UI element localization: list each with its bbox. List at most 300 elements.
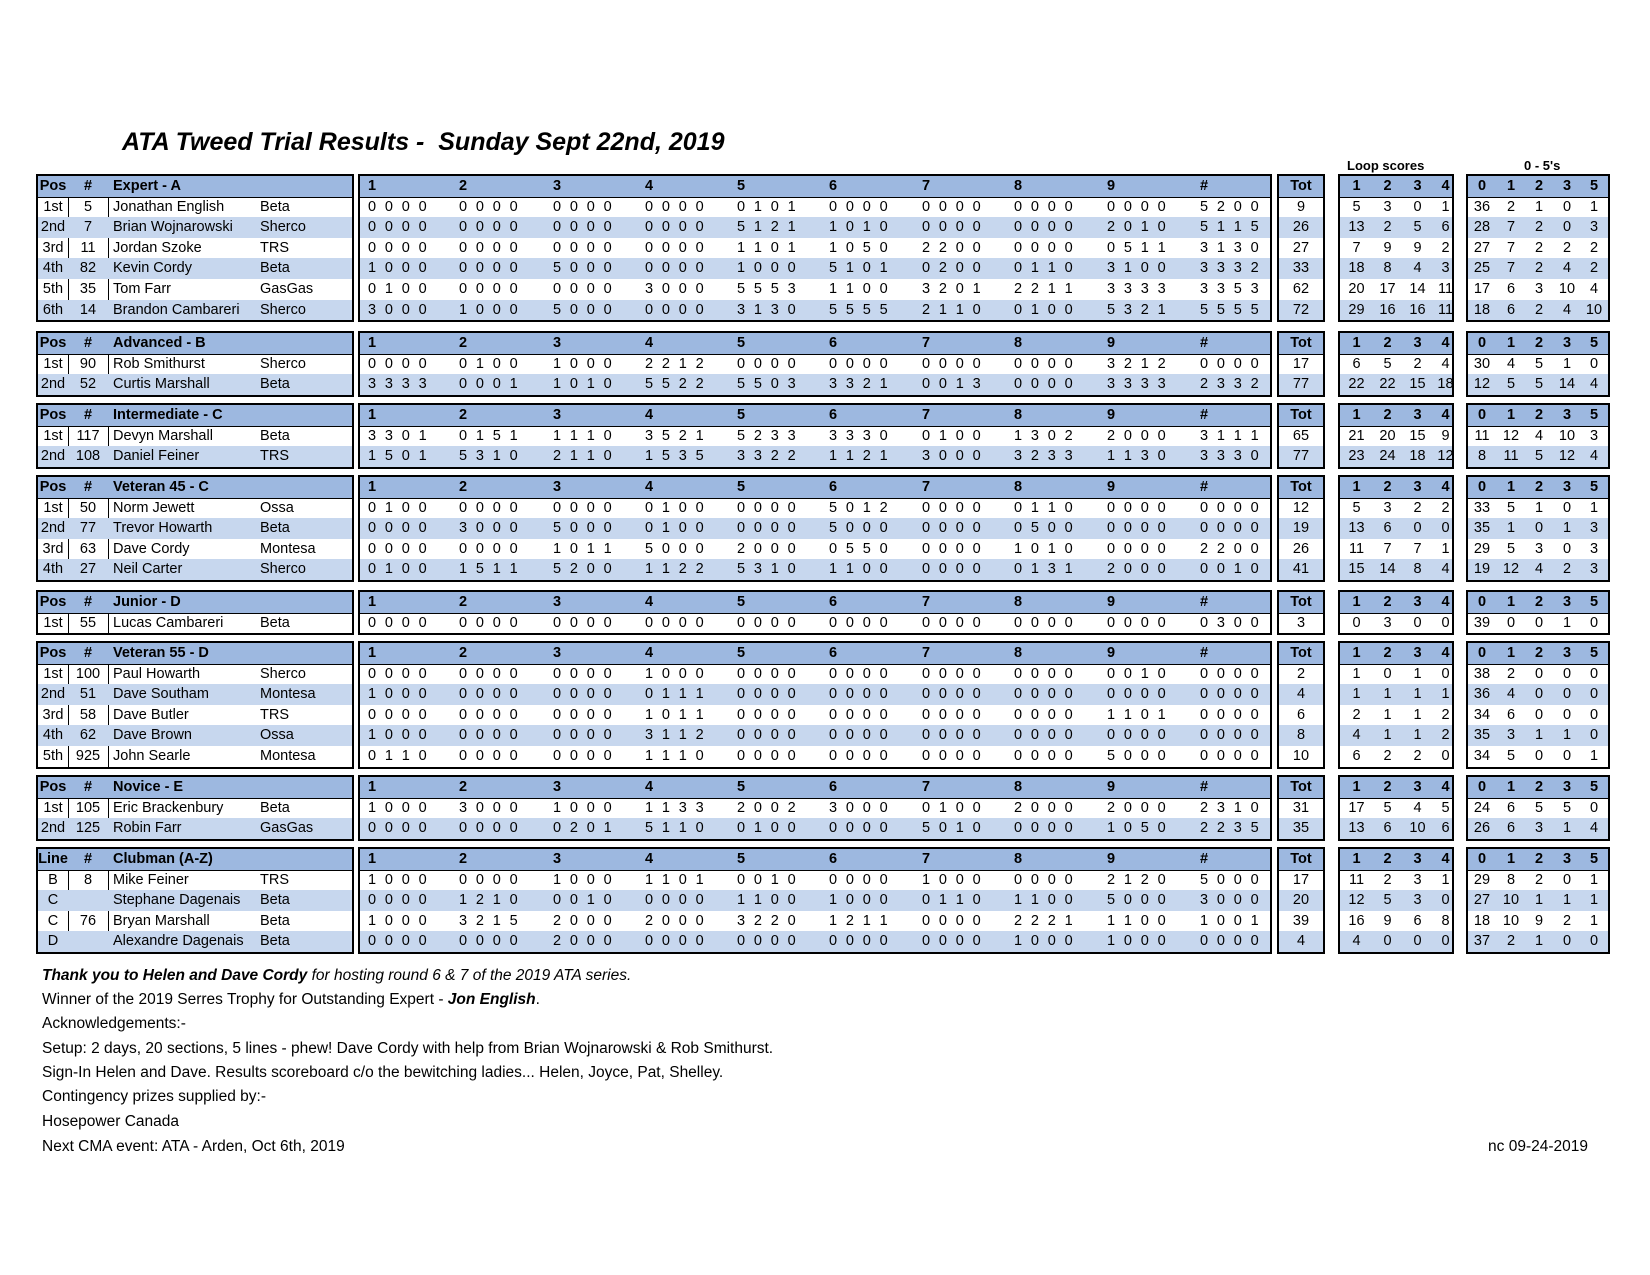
section-scores: 3 2 0 1	[922, 281, 984, 297]
section-scores: 0 0 0 0	[459, 665, 521, 682]
five-header: 1	[1506, 851, 1516, 867]
section-scores: 2 0 1 0	[1107, 219, 1169, 236]
section-scores: 1 0 0 0	[737, 260, 799, 277]
section-scores: 0 1 0 0	[459, 355, 521, 372]
header-row	[360, 777, 1270, 799]
section-scores: 1 0 1 0	[553, 376, 615, 393]
rider-position: 2nd	[40, 520, 66, 537]
fives-count: 0	[1562, 706, 1572, 723]
five-header: 3	[1562, 645, 1572, 661]
loop-score: 6	[1441, 820, 1450, 837]
loop-score: 9	[1441, 427, 1450, 444]
section-scores: 5 0 0 0	[1200, 871, 1262, 888]
section-header: 4	[645, 335, 654, 351]
loop-header: 3	[1413, 645, 1422, 661]
section-header: 3	[553, 407, 562, 423]
rider-position: 2nd	[40, 448, 66, 465]
loop-score: 8	[1441, 912, 1450, 929]
section-scores: 0 0 0 0	[1014, 706, 1076, 723]
rider-name: Dave Brown	[113, 727, 192, 744]
fives-count: 1	[1589, 892, 1599, 909]
rider-name: Neil Carter	[113, 561, 183, 578]
five-header: 2	[1534, 851, 1544, 867]
loop-header: 4	[1441, 779, 1450, 795]
section-scores: 1 5 3 5	[645, 448, 707, 465]
loop-score: 20	[1379, 427, 1396, 444]
section-header: 7	[922, 479, 931, 495]
loop-score: 9	[1413, 239, 1422, 256]
section-scores: 0 0 0 0	[1014, 665, 1076, 682]
section-scores: 0 0 0 0	[459, 281, 521, 297]
loop-score: 11	[1348, 871, 1365, 888]
fives-count: 30	[1473, 355, 1491, 372]
section-scores: 0 0 0 0	[459, 239, 521, 256]
section-scores: 5 0 0 0	[829, 520, 891, 537]
loops-box	[1338, 641, 1454, 769]
rider-number: 76	[79, 912, 97, 929]
header-row	[38, 849, 352, 871]
table-row	[1340, 539, 1452, 560]
section-scores: 0 0 0 0	[737, 706, 799, 723]
rider-name: Trevor Howarth	[113, 520, 213, 537]
section-scores: 0 0 0 0	[1014, 820, 1076, 837]
header-row	[38, 477, 352, 499]
fives-count: 4	[1534, 427, 1544, 444]
fives-count: 5	[1506, 540, 1516, 557]
section-header: 9	[1107, 779, 1116, 795]
fives-count: 12	[1502, 561, 1520, 578]
five-header: 1	[1506, 645, 1516, 661]
section-scores: 3 0 0 0	[459, 799, 521, 816]
section-scores: 1 2 1 0	[459, 892, 521, 909]
section-scores: 0 0 0 0	[1200, 727, 1262, 744]
loop-score: 0	[1441, 748, 1450, 764]
loop-header: 4	[1441, 178, 1450, 194]
section-scores: 1 2 1 1	[829, 912, 891, 929]
five-header: 2	[1534, 407, 1544, 423]
loop-score: 3	[1441, 260, 1450, 277]
section-header: 7	[922, 178, 931, 194]
section-header: 6	[829, 594, 838, 610]
fives-count: 7	[1506, 219, 1516, 236]
sections-box	[358, 775, 1272, 841]
section-header: 3	[553, 479, 562, 495]
rider-bike: GasGas	[260, 281, 314, 297]
section-scores: 0 0 0 0	[922, 912, 984, 929]
section-header: 6	[829, 779, 838, 795]
table-row	[360, 300, 1270, 321]
fives-count: 33	[1473, 499, 1491, 516]
fives-count: 3	[1589, 219, 1599, 236]
five-header: 3	[1562, 178, 1572, 194]
table-row	[1340, 911, 1452, 932]
table-row	[1340, 818, 1452, 839]
tot-header: Tot	[1290, 407, 1312, 423]
fives-count: 0	[1589, 665, 1599, 682]
section-scores: 0 0 0 0	[1107, 198, 1169, 215]
fives-count: 36	[1473, 686, 1491, 703]
table-row	[1340, 931, 1452, 952]
table-row	[1279, 217, 1323, 238]
section-scores: 5 0 1 0	[922, 820, 984, 837]
rider-name: Mike Feiner	[113, 871, 189, 888]
header-row	[38, 643, 352, 665]
rider-number: 7	[83, 219, 93, 236]
section-header: 9	[1107, 645, 1116, 661]
section-scores: 5 0 0 0	[553, 520, 615, 537]
section-scores: 1 1 2 1	[829, 448, 891, 465]
section-scores: 0 0 0 0	[922, 219, 984, 236]
section-scores: 0 0 0 0	[922, 198, 984, 215]
rider-bike: TRS	[260, 448, 289, 465]
table-row	[360, 354, 1270, 375]
header-row	[38, 777, 352, 799]
class-name: Veteran 45 - C	[113, 479, 209, 495]
header-row	[360, 592, 1270, 614]
rider-bike: Beta	[260, 427, 290, 444]
rider-number: 27	[79, 561, 97, 578]
section-scores: 0 0 0 0	[553, 499, 615, 516]
section-scores: 0 0 0 0	[922, 540, 984, 557]
section-header: 8	[1014, 407, 1023, 423]
section-scores: 0 0 0 0	[645, 933, 707, 950]
rider-position: 1st	[43, 427, 63, 444]
section-header: 5	[737, 335, 746, 351]
fives-count: 0	[1562, 748, 1572, 764]
rider-position: 4th	[42, 561, 64, 578]
pos-header: Pos	[39, 645, 67, 661]
five-header: 5	[1589, 645, 1599, 661]
rider-bike: Beta	[260, 614, 290, 631]
section-scores: 3 3 5 3	[1200, 281, 1262, 297]
rider-number: 125	[75, 820, 101, 837]
header-row	[38, 405, 352, 427]
rider-position: 1st	[43, 198, 63, 215]
loop-score: 6	[1441, 219, 1450, 236]
section-scores: 0 0 0 0	[553, 706, 615, 723]
total-score: 65	[1292, 427, 1310, 444]
total-box	[1277, 775, 1325, 841]
section-scores: 3 5 2 1	[645, 427, 707, 444]
section-scores: 2 0 0 0	[1107, 799, 1169, 816]
section-scores: 0 0 0 0	[1107, 727, 1169, 744]
section-scores: 1 0 5 0	[1107, 820, 1169, 837]
section-scores: 0 0 0 0	[368, 933, 430, 950]
section-scores: 0 0 0 0	[737, 355, 799, 372]
section-scores: 0 0 0 0	[459, 499, 521, 516]
section-scores: 3 3 3 3	[1107, 281, 1169, 297]
loop-score: 1	[1352, 686, 1361, 703]
class-table	[36, 641, 1616, 769]
loop-score: 3	[1413, 871, 1422, 888]
fives-count: 2	[1506, 933, 1516, 950]
section-header: 2	[459, 645, 468, 661]
table-row	[360, 746, 1270, 767]
loop-score: 16	[1348, 912, 1365, 929]
acknowledgements-heading: Acknowledgements:-	[42, 1015, 186, 1032]
five-header: 0	[1477, 407, 1487, 423]
section-scores: 2 2 0 0	[922, 239, 984, 256]
rider-bike: Montesa	[260, 540, 316, 557]
loop-score: 11	[1437, 281, 1454, 297]
five-header: 2	[1534, 335, 1544, 351]
five-header: 0	[1477, 178, 1487, 194]
fives-count: 10	[1502, 912, 1520, 929]
rider-position: D	[47, 933, 59, 950]
loop-score: 4	[1441, 561, 1450, 578]
loop-score: 1	[1413, 727, 1422, 744]
rider-name: Lucas Cambareri	[113, 614, 224, 631]
total-score: 20	[1292, 892, 1310, 909]
section-header: 1	[368, 594, 377, 610]
header-row	[38, 592, 352, 614]
section-header: 7	[922, 645, 931, 661]
section-scores: 1 0 0 0	[368, 260, 430, 277]
section-scores: 0 0 0 0	[922, 355, 984, 372]
rider-number: 108	[75, 448, 101, 465]
total-score: 17	[1292, 871, 1310, 888]
fives-count: 10	[1558, 427, 1576, 444]
loops-box	[1338, 403, 1454, 469]
pos-header: Pos	[39, 178, 67, 194]
section-scores: 0 0 0 0	[922, 499, 984, 516]
section-scores: 0 0 0 0	[1200, 706, 1262, 723]
total-box	[1277, 174, 1325, 322]
loop-header: 3	[1413, 479, 1422, 495]
loop-score: 2	[1441, 706, 1450, 723]
header-row	[1468, 849, 1608, 871]
rider-bike: Beta	[260, 912, 290, 929]
table-row	[1340, 446, 1452, 467]
rider-position: 3rd	[42, 540, 64, 557]
total-score: 62	[1292, 281, 1310, 297]
section-scores: 0 0 0 0	[645, 198, 707, 215]
header-row	[1340, 592, 1452, 614]
total-score: 35	[1292, 820, 1310, 837]
section-scores: 2 2 3 5	[1200, 820, 1262, 837]
fives-count: 0	[1534, 614, 1544, 631]
five-header: 2	[1534, 479, 1544, 495]
loop-score: 22	[1348, 376, 1365, 393]
section-scores: 0 0 0 0	[459, 198, 521, 215]
fives-count: 1	[1589, 198, 1599, 215]
section-scores: 1 0 0 0	[368, 727, 430, 744]
rider-position: 1st	[43, 799, 63, 816]
rider-number: 77	[79, 520, 97, 537]
loop-header: 1	[1352, 594, 1361, 610]
table-row	[1340, 426, 1452, 447]
section-scores: 2 0 0 0	[1014, 799, 1076, 816]
class-name: Novice - E	[113, 779, 184, 795]
rider-box	[36, 775, 354, 841]
loop-header: 4	[1441, 645, 1450, 661]
header-row	[360, 477, 1270, 499]
fives-count: 7	[1506, 239, 1516, 256]
rider-bike: Sherco	[260, 219, 306, 236]
rider-name: Kevin Cordy	[113, 260, 192, 277]
section-scores: 0 0 0 0	[1014, 376, 1076, 393]
table-row	[38, 300, 352, 321]
section-scores: 5 0 0 0	[645, 540, 707, 557]
section-header: 2	[459, 407, 468, 423]
table-row	[1279, 446, 1323, 467]
section-scores: 0 0 0 0	[459, 820, 521, 837]
fives-box	[1466, 475, 1610, 582]
rider-name: Tom Farr	[113, 281, 171, 297]
loop-score: 1	[1441, 686, 1450, 703]
section-header: 9	[1107, 178, 1116, 194]
loop-header: 3	[1413, 851, 1422, 867]
fives-count: 11	[1503, 448, 1519, 465]
fives-box	[1466, 775, 1610, 841]
rider-bike: Beta	[260, 892, 290, 909]
section-scores: 1 1 3 0	[1107, 448, 1169, 465]
rider-name: Daniel Feiner	[113, 448, 200, 465]
section-scores: 0 1 0 0	[368, 281, 430, 297]
section-scores: 2 0 0 0	[553, 933, 615, 950]
rider-number: 100	[75, 665, 101, 682]
loop-score: 15	[1409, 427, 1426, 444]
pos-header: Pos	[39, 335, 67, 351]
rider-bike: Beta	[260, 376, 290, 393]
section-scores: 1 0 1 1	[645, 706, 707, 723]
table-row	[360, 684, 1270, 705]
rider-bike: TRS	[260, 871, 289, 888]
sponsor-note: Hosepower Canada	[42, 1113, 180, 1130]
rider-number: 117	[76, 427, 100, 444]
section-scores: 0 0 0 0	[553, 665, 615, 682]
section-scores: 0 0 0 0	[1107, 520, 1169, 537]
fives-count: 38	[1473, 665, 1491, 682]
loop-score: 22	[1379, 376, 1396, 393]
section-scores: 0 0 0 1	[459, 376, 521, 393]
fives-count: 0	[1562, 665, 1572, 682]
header-row	[1340, 176, 1452, 198]
loop-header: 1	[1352, 851, 1361, 867]
sections-box	[358, 174, 1272, 322]
table-row	[1340, 518, 1452, 539]
fives-count: 5	[1534, 376, 1544, 393]
section-scores: 1 1 3 3	[645, 799, 707, 816]
table-row	[38, 705, 352, 726]
table-row	[360, 931, 1270, 952]
loop-score: 0	[1413, 614, 1422, 631]
loop-header: 3	[1413, 178, 1422, 194]
section-scores: 0 0 0 0	[645, 614, 707, 631]
fives-count: 0	[1534, 520, 1544, 537]
header-row	[360, 405, 1270, 427]
table-row	[1340, 890, 1452, 911]
table-row	[38, 539, 352, 560]
section-scores: 3 0 0 0	[829, 799, 891, 816]
loop-score: 1	[1441, 198, 1450, 215]
header-row	[1468, 643, 1608, 665]
section-scores: 0 1 5 1	[459, 427, 521, 444]
loop-score: 5	[1352, 198, 1361, 215]
total-score: 6	[1296, 706, 1306, 723]
section-scores: 2 1 1 0	[922, 301, 984, 318]
section-scores: 0 0 0 0	[829, 198, 891, 215]
loop-score: 13	[1348, 820, 1365, 837]
section-scores: 0 0 0 0	[368, 892, 430, 909]
table-row	[38, 911, 352, 932]
loop-score: 23	[1348, 448, 1365, 465]
loop-header: 3	[1413, 335, 1422, 351]
fives-count: 0	[1589, 355, 1599, 372]
rider-number: 82	[79, 260, 97, 277]
table-row	[360, 911, 1270, 932]
section-scores: 5 0 0 0	[1107, 748, 1169, 764]
table-row	[38, 870, 352, 891]
section-scores: 0 0 0 0	[829, 665, 891, 682]
table-row	[360, 559, 1270, 580]
five-header: 1	[1506, 178, 1516, 194]
table-row	[360, 725, 1270, 746]
five-header: 3	[1562, 479, 1572, 495]
table-row	[360, 217, 1270, 238]
table-row	[360, 279, 1270, 300]
fives-count: 1	[1534, 198, 1544, 215]
section-header: 7	[922, 779, 931, 795]
five-header: 1	[1506, 594, 1516, 610]
fives-count: 4	[1534, 561, 1544, 578]
section-scores: 0 0 0 0	[1200, 499, 1262, 516]
header-row	[1279, 176, 1323, 198]
section-scores: 0 1 3 1	[1014, 561, 1076, 578]
rider-position: 2nd	[40, 820, 66, 837]
section-scores: 0 0 0 0	[922, 727, 984, 744]
loop-score: 6	[1352, 355, 1361, 372]
fives-count: 3	[1506, 727, 1516, 744]
five-header: 5	[1589, 779, 1599, 795]
section-scores: 0 0 0 0	[368, 219, 430, 236]
fives-count: 5	[1534, 355, 1544, 372]
section-scores: 1 1 0 1	[645, 871, 707, 888]
loop-score: 7	[1383, 540, 1392, 557]
five-header: 5	[1589, 407, 1599, 423]
table-row	[360, 374, 1270, 395]
fives-count: 10	[1502, 892, 1520, 909]
section-scores: 3 1 3 0	[1200, 239, 1262, 256]
table-row	[360, 238, 1270, 259]
section-scores: 0 0 0 0	[1200, 933, 1262, 950]
fives-count: 0	[1562, 219, 1572, 236]
loop-score: 0	[1383, 933, 1392, 950]
loop-score: 0	[1413, 933, 1422, 950]
table-row	[1468, 498, 1608, 519]
loop-score: 4	[1352, 933, 1361, 950]
fives-count: 34	[1473, 748, 1491, 764]
section-header: #	[1200, 178, 1209, 194]
class-table	[36, 775, 1616, 841]
section-scores: 0 1 0 1	[737, 198, 799, 215]
total-score: 4	[1296, 933, 1306, 950]
class-table	[36, 847, 1616, 954]
section-header: 1	[368, 779, 377, 795]
loop-header: 1	[1352, 407, 1361, 423]
rider-number: 35	[79, 281, 97, 297]
rider-position: 1st	[43, 499, 63, 516]
section-scores: 3 3 2 2	[737, 448, 799, 465]
fives-count: 5	[1506, 376, 1516, 393]
section-header: 4	[645, 178, 654, 194]
rider-name: Norm Jewett	[113, 499, 195, 516]
section-scores: 1 1 0 1	[737, 239, 799, 256]
header-row	[1340, 643, 1452, 665]
section-scores: 0 0 0 0	[368, 198, 430, 215]
section-header: 7	[922, 335, 931, 351]
rider-name: Dave Cordy	[113, 540, 190, 557]
